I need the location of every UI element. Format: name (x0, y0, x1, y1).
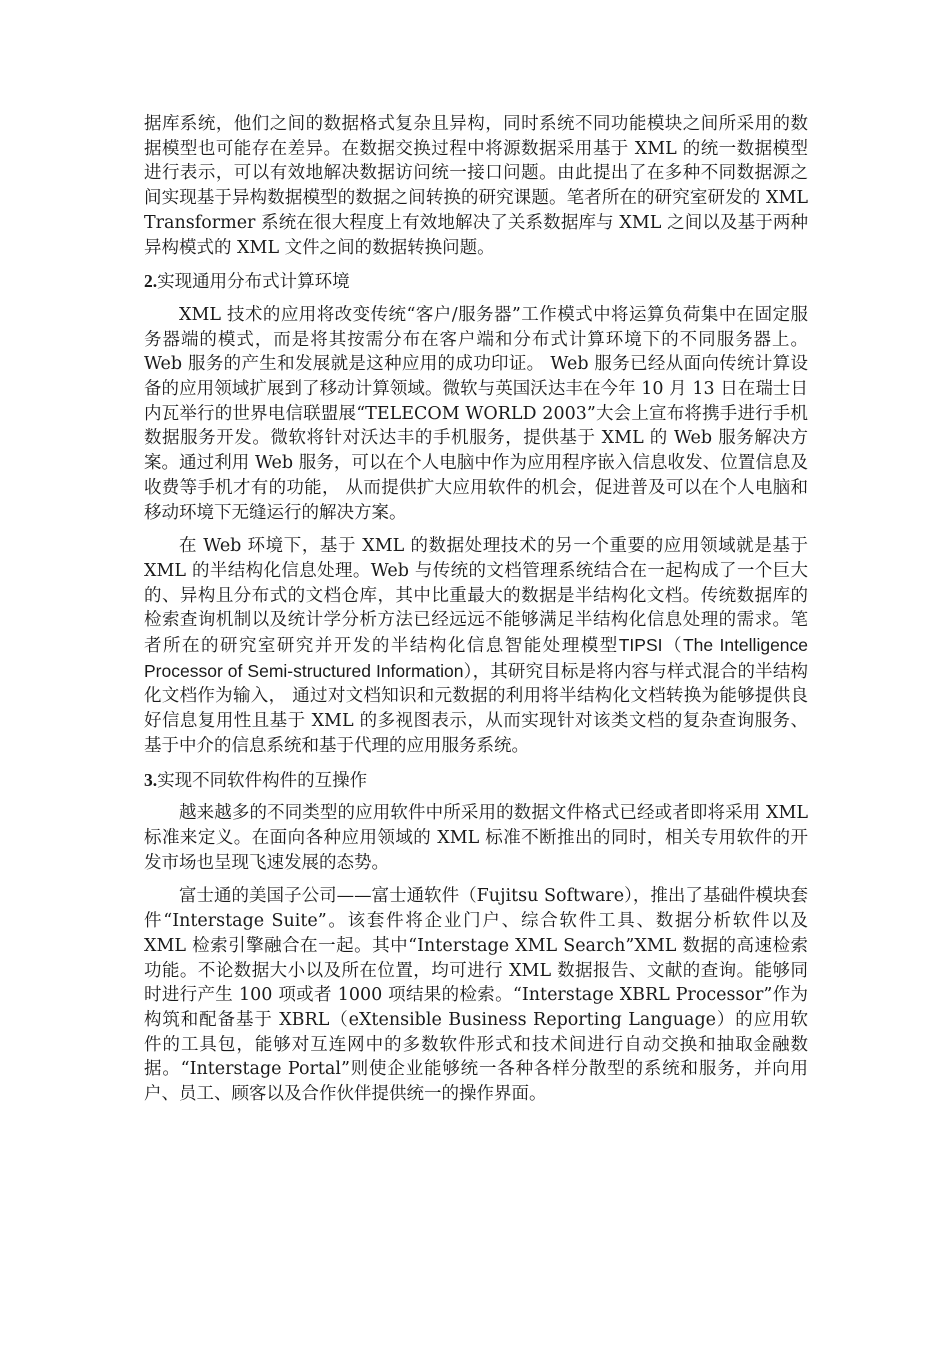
intro-paragraph: 据库系统，他们之间的数据格式复杂且异构，同时系统不同功能模块之间所采用的数据模型也可能存在差异。在数据交换过程中将源数据采用基于 XML 的统一数据模型进行表示，可以有效地解决数据访问统一接口问题。由此提出了在多种不同数据源之间实现基于异构数据模型的数据之间转换的研究课题。笔者所在的研究室研发的 XML Transformer 系统在很大程度上有效地解决了关系数据库与 XML 之间以及基于两种异构模式的 XML 文件之间的数据转换问题。 (144, 114, 808, 258)
section-2-paragraph-1: XML 技术的应用将改变传统“客户/服务器”工作模式中将运算负荷集中在固定服务器端的模式，而是将其按需分布在客户端和分布式计算环境下的不同服务器上。Web 服务的产生和发展就是这种应用的成功印证。 Web 服务已经从面向传统计算设备的应用领域扩展到了移动计算领域。微软与英国沃达丰在今年 10 月 13 日在瑞士日内瓦举行的世界电信联盟展“TELECOM WORLD 2003”大会上宣布将携手进行手机数据服务开发。微软将针对沃达丰的手机服务，提供基于 XML 的 Web 服务解决方案。通过利用 Web 服务，可以在个人电脑中作为应用程序嵌入信息收发、位置信息及收费等手机才有的功能， 从而提供扩大应用软件的机会，促进普及可以在个人电脑和移动环境下无缝运行的解决方案。 (144, 304, 808, 523)
section-3-paragraph-2: 富士通的美国子公司——富士通软件（Fujitsu Software），推出了基础件模块套件“Interstage Suite”。该套件将企业门户、综合软件工具、数据分析软件以及 XML 检索引擎融合在一起。其中“Interstage XML Search”XML 数据的高速检索功能。不论数据大小以及所在位置，均可进行 XML 数据报告、文献的查询。能够同时进行产生 100 项或者 1000 项结果的检索。“Interstage XBRL Processor”作为构筑和配备基于 XBRL（eXtensible Business Reporting Language）的应用软件的工具包，能够对互连网中的多数软件形式和技术间进行自动交换和抽取金融数据。“Interstage Portal”则使企业能够统一各种各样分散型的系统和服务，并向用户、员工、顾客以及合作伙伴提供统一的操作界面。 (144, 886, 808, 1105)
section-3-number: 3. (144, 769, 158, 790)
document-page (144, 112, 808, 1107)
section-2-paragraph-2-part-c: ，其研究目标是将内容与样式混合的半结构化文档作为输入， 通过对文档知识和元数据的利用将半结构化文档转换为能够提供良好信息复用性且基于 XML 的多视图表示，从而实现针对该类文档的复杂查询服务、 基于中介的信息系统和基于代理的应用服务系统。 (144, 661, 808, 756)
section-2-number: 2. (144, 271, 158, 292)
section-2-paragraph-2-part-a: 在 Web 环境下，基于 XML 的数据处理技术的另一个重要的应用领域就是基于 XML 的半结构化信息处理。Web 与传统的文档管理系统结合在一起构成了一个巨大的、异构且分布式的文档仓库，其中比重最大的数据是半结构化文档。传统数据库的检索查询机制以及统计学分析方法已经远远不能够满足半结构化信息处理的需求。笔者所在的研究室研究并开发的半结构化信息智能处理模型 (144, 536, 808, 657)
section-2-paragraph-2-tipsi: TIPSI（The Intelligence Processor of Semi-structured Information） (144, 635, 809, 681)
section-2-title: 实现通用分布式计算环境 (157, 272, 350, 293)
section-3-title: 实现不同软件构件的互操作 (157, 770, 368, 791)
section-3-paragraph-1: 越来越多的不同类型的应用软件中所采用的数据文件格式已经或者即将采用 XML 标准来定义。在面向各种应用领域的 XML 标准不断推出的同时，相关专用软件的开发市场也呈现飞速发展的态势。 (144, 803, 808, 873)
section-2-heading (144, 269, 808, 295)
section-3-heading (144, 768, 808, 794)
section-2-paragraph-2 (144, 534, 808, 758)
